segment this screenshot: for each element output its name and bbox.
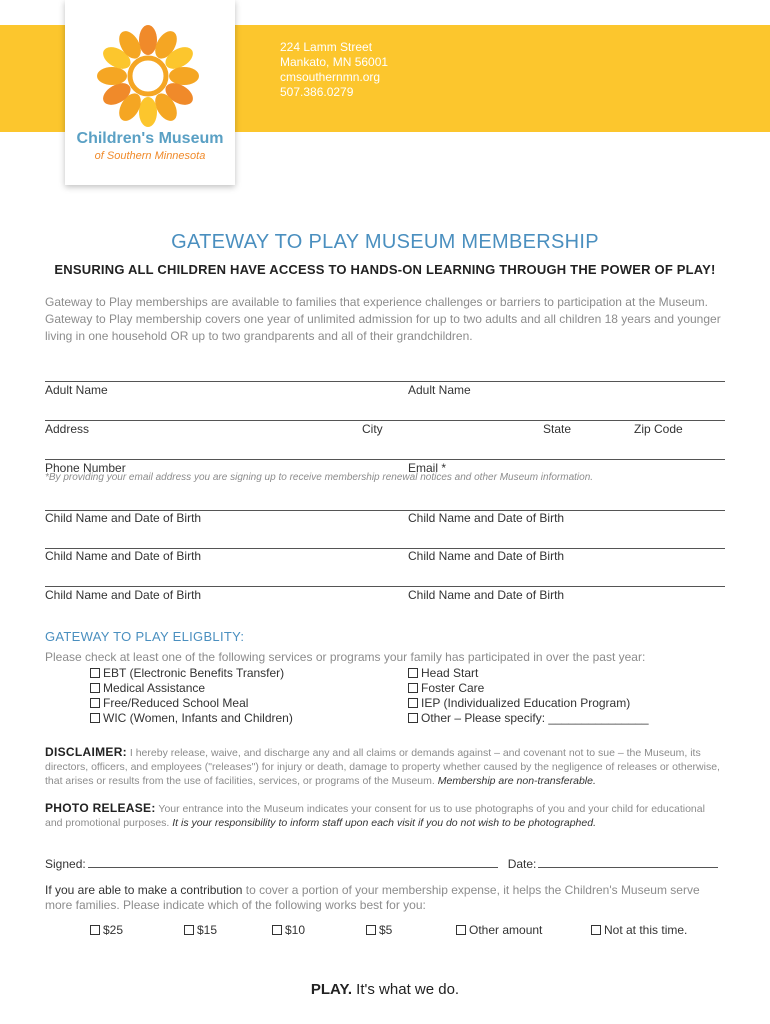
- child-label: Child Name and Date of Birth: [45, 549, 202, 563]
- child-label: Child Name and Date of Birth: [45, 511, 202, 525]
- date-field[interactable]: [538, 857, 718, 868]
- photo-release-text: Your entrance into the Museum indicates your consent for us to use photographs of you and your child for educational and promotional purposes.: [45, 803, 705, 829]
- city-label: City: [362, 422, 383, 436]
- museum-address: [280, 40, 388, 100]
- signed-label: Signed:: [45, 857, 86, 871]
- eligibility-option[interactable]: Foster Care: [408, 680, 484, 695]
- page-title: GATEWAY TO PLAY MUSEUM MEMBERSHIP: [171, 231, 599, 253]
- photo-release-label: PHOTO RELEASE:: [45, 801, 156, 815]
- sun-petal: [139, 97, 157, 127]
- adult-name-label-2: Adult Name: [408, 383, 471, 397]
- disclaimer-emphasis: Membership are non-transferable.: [437, 775, 596, 787]
- contribution-text: [45, 883, 725, 913]
- contribution-option[interactable]: $5: [366, 923, 392, 937]
- website-link[interactable]: cmsouthernmn.org: [280, 70, 381, 84]
- checkbox[interactable]: [90, 698, 100, 708]
- eligibility-intro: Please check at least one of the following services or programs your family has participated in over the past year:: [45, 650, 646, 664]
- tagline-rest: It's what we do.: [352, 981, 460, 998]
- contribution-option[interactable]: $10: [272, 923, 305, 937]
- disclaimer-text: I hereby release, waive, and discharge any and all claims or demands against – and covenant not to sue – the Museum, its directors, officers, and employees ("releases") for injury or death, damage to property whether caused by the negligence of releases or otherwise, that arises or results from the use of facilities, services, or programs of the Museum.: [45, 747, 720, 787]
- address-line: 224 Lamm Street: [280, 40, 373, 54]
- checkbox[interactable]: [90, 668, 100, 678]
- child-line-field[interactable]: [45, 586, 725, 587]
- checkbox[interactable]: [366, 925, 376, 935]
- phone-label: Phone Number: [45, 461, 126, 475]
- eligibility-option[interactable]: EBT (Electronic Benefits Transfer): [90, 665, 284, 680]
- phone-number: 507.386.0279: [280, 85, 354, 99]
- signature-row: [45, 857, 718, 871]
- logo-name: Children's Museum: [76, 130, 224, 147]
- contribution-option[interactable]: Not at this time.: [591, 923, 687, 937]
- eligibility-option[interactable]: Free/Reduced School Meal: [90, 695, 248, 710]
- eligibility-option[interactable]: Other – Please specify: _______________: [408, 710, 649, 725]
- address-line: Mankato, MN 56001: [280, 55, 389, 69]
- tagline: [0, 981, 770, 998]
- child-label: Child Name and Date of Birth: [408, 511, 565, 525]
- disclaimer: [45, 745, 725, 788]
- date-label: Date:: [507, 857, 537, 871]
- logo-subtitle: of Southern Minnesota: [94, 150, 206, 162]
- address-line-field[interactable]: [45, 420, 725, 421]
- checkbox[interactable]: [272, 925, 282, 935]
- child-label: Child Name and Date of Birth: [45, 588, 202, 602]
- contribution-lead: If you are able to make a contribution: [45, 883, 243, 897]
- email-note: *By providing your email address you are signing up to receive membership renewal notices and other Museum information.: [45, 472, 594, 483]
- email-label: Email *: [408, 461, 447, 475]
- child-label: Child Name and Date of Birth: [408, 549, 565, 563]
- disclaimer-label: DISCLAIMER:: [45, 745, 127, 759]
- contribution-option[interactable]: $15: [184, 923, 217, 937]
- contribution-option[interactable]: Other amount: [456, 923, 542, 937]
- museum-logo: [65, 0, 235, 185]
- checkbox[interactable]: [408, 698, 418, 708]
- checkbox[interactable]: [456, 925, 466, 935]
- checkbox[interactable]: [408, 668, 418, 678]
- address-label: Address: [45, 422, 90, 436]
- contact-line-field[interactable]: [45, 459, 725, 460]
- sun-petal: [169, 67, 199, 85]
- child-label: Child Name and Date of Birth: [408, 588, 565, 602]
- checkbox[interactable]: [591, 925, 601, 935]
- adult-name-label-1: Adult Name: [45, 383, 108, 397]
- contribution-body: to cover a portion of your membership expense, it helps the Children's Museum serve more families. Please indicate which of the following works best for you:: [45, 883, 700, 912]
- photo-release: [45, 801, 725, 830]
- sun-logo-icon: [94, 22, 202, 130]
- eligibility-heading: GATEWAY TO PLAY ELIGBLITY:: [45, 629, 245, 644]
- sun-petal: [139, 25, 157, 55]
- tagline-strong: PLAY.: [310, 981, 353, 998]
- intro-paragraph: Gateway to Play memberships are available to families that experience challenges or barriers to participation at the Museum. Gateway to Play membership covers one year of unlimited admission for up to two adults and all children 18 years and younger living in one household OR up to two grandparents and all of their grandchildren.: [45, 295, 721, 343]
- eligibility-option[interactable]: IEP (Individualized Education Program): [408, 695, 630, 710]
- eligibility-option[interactable]: Medical Assistance: [90, 680, 205, 695]
- zip-label: Zip Code: [634, 422, 683, 436]
- state-label: State: [543, 422, 572, 436]
- checkbox[interactable]: [90, 683, 100, 693]
- adult-name-line[interactable]: [45, 381, 725, 382]
- checkbox[interactable]: [90, 713, 100, 723]
- checkbox[interactable]: [408, 683, 418, 693]
- eligibility-option[interactable]: Head Start: [408, 665, 478, 680]
- checkbox[interactable]: [184, 925, 194, 935]
- sun-petal: [97, 67, 127, 85]
- checkbox[interactable]: [90, 925, 100, 935]
- eligibility-option[interactable]: WIC (Women, Infants and Children): [90, 710, 293, 725]
- checkbox[interactable]: [408, 713, 418, 723]
- contribution-option[interactable]: $25: [90, 923, 123, 937]
- page-subtitle: ENSURING ALL CHILDREN HAVE ACCESS TO HANDS-ON LEARNING THROUGH THE POWER OF PLAY!: [54, 262, 716, 277]
- signature-field[interactable]: [88, 857, 498, 868]
- photo-release-emphasis: It is your responsibility to inform staff upon each visit if you do not wish to be photographed.: [172, 817, 596, 829]
